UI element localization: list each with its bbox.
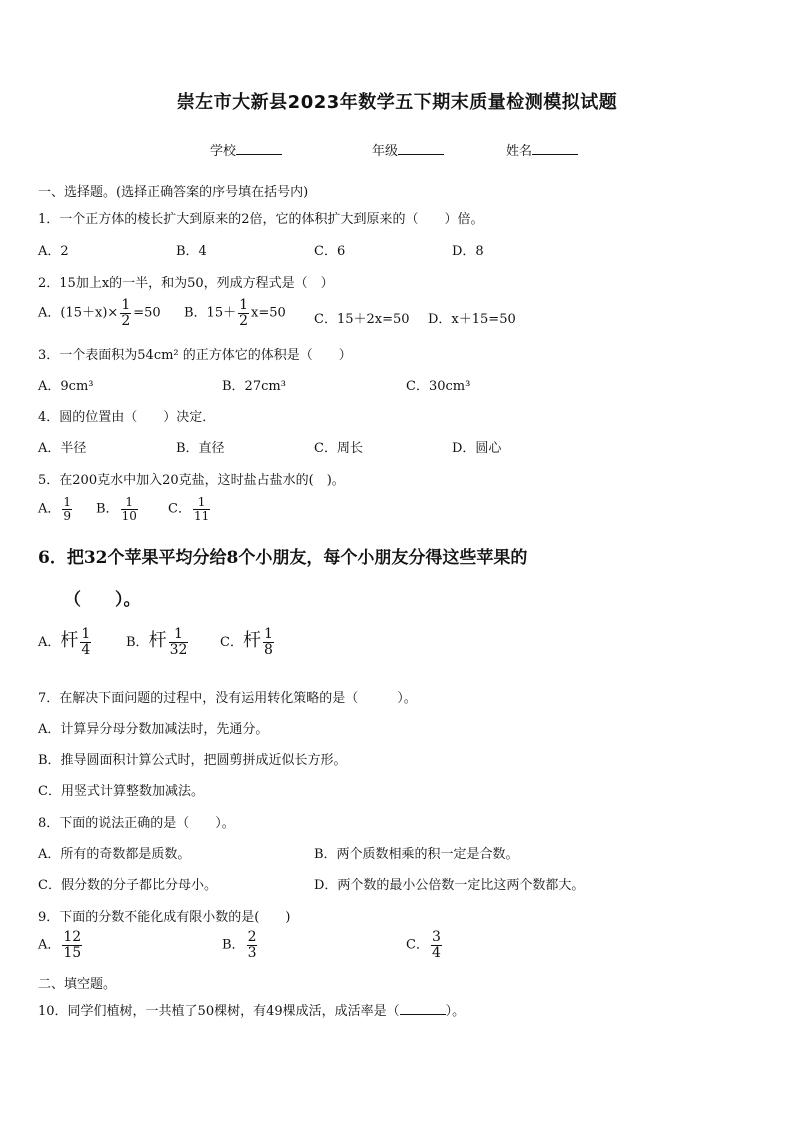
q2-b-fraction: [238, 298, 249, 328]
grade-field: [372, 140, 444, 159]
q5-option-c: [168, 496, 212, 522]
fraction-denominator: 8: [263, 642, 273, 658]
fraction-denominator: 3: [247, 944, 257, 961]
q1-option-a: A．2: [38, 244, 69, 259]
fraction-denominator: 2: [121, 312, 131, 329]
q5-option-a: [38, 496, 74, 522]
q6-b-fraction: [169, 627, 189, 657]
q6-c-prefix: 杆: [242, 630, 261, 651]
fraction-numerator: 2: [247, 929, 257, 945]
question-10: [38, 1000, 465, 1019]
question-4: 4．圆的位置由（ ）决定．: [38, 410, 216, 425]
q6-option-c: [220, 626, 276, 658]
q4-option-b: B．直径: [176, 441, 225, 456]
grade-label: 年级: [372, 144, 399, 159]
fraction-numerator: 1: [121, 297, 131, 313]
fraction-numerator: 1: [193, 496, 210, 510]
q1-option-c: C．6: [314, 244, 346, 259]
fraction-denominator: 9: [63, 508, 72, 523]
q8-option-c: C．假分数的分子都比分母小。: [38, 878, 217, 893]
name-label: 姓名: [506, 144, 533, 159]
q9-option-c: [406, 930, 444, 960]
q9-c-label: C．: [406, 937, 429, 953]
q9-option-a: [38, 930, 84, 960]
school-field: [210, 140, 282, 159]
q6-a-fraction: [80, 627, 91, 657]
q7-option-b: B．推导圆面积计算公式时，把圆剪拼成近似长方形。: [38, 753, 347, 768]
q2-a-prefix: A．(15＋x)×: [38, 305, 119, 321]
q1-option-b: B．4: [176, 244, 207, 259]
school-label: 学校: [210, 144, 237, 159]
name-field: [506, 140, 578, 159]
q2-option-c: C．15＋2x=50: [314, 312, 410, 327]
q5-option-b: [96, 496, 140, 522]
fraction-numerator: 1: [63, 495, 72, 509]
question-1: 1．一个正方体的棱长扩大到原来的2倍，它的体积扩大到原来的（ ）倍。: [38, 212, 484, 227]
fraction-denominator: 2: [239, 312, 249, 329]
q5-c-label: C．: [168, 501, 191, 517]
q2-a-suffix: =50: [133, 305, 161, 321]
q8-option-d: D．两个数的最小公倍数一定比这两个数都大。: [314, 878, 585, 893]
q9-option-b: [222, 930, 259, 960]
q6-c-label: C．: [220, 635, 243, 650]
fraction-denominator: 4: [431, 944, 441, 961]
question-3: 3．一个表面积为54cm² 的正方体它的体积是（ ）: [38, 348, 352, 363]
q6-c-fraction: [263, 627, 274, 657]
fraction-numerator: 1: [263, 626, 273, 643]
question-5: 5．在200克水中加入20克盐，这时盐占盐水的( )。: [38, 473, 345, 488]
q9-c-fraction: [431, 930, 442, 960]
q7-option-c: C．用竖式计算整数加减法。: [38, 784, 204, 799]
q6-b-label: B．: [126, 635, 149, 650]
fraction-numerator: 1: [239, 297, 249, 313]
fraction-denominator: 32: [169, 642, 188, 658]
question-2: 2．15加上x的一半，和为50，列成方程式是（ ）: [38, 276, 334, 291]
q4-option-c: C．周长: [314, 441, 363, 456]
q10-answer-blank: [400, 1002, 446, 1015]
grade-blank: [398, 142, 444, 155]
q7-option-a: A．计算异分母分数加减法时，先通分。: [38, 722, 269, 737]
q6-a-prefix: 杆: [60, 630, 79, 651]
q4-option-d: D．圆心: [452, 441, 502, 456]
q5-a-fraction: [62, 496, 72, 522]
question-7: 7．在解决下面问题的过程中，没有运用转化策略的是（ ）。: [38, 691, 417, 706]
q8-option-a: A．所有的奇数都是质数。: [38, 847, 191, 862]
q2-b-prefix: B．15＋: [184, 305, 237, 321]
q9-b-fraction: [247, 930, 258, 960]
q10-text-end: ）。: [445, 1004, 466, 1019]
q9-a-label: A．: [38, 937, 61, 953]
question-9: 9．下面的分数不能化成有限小数的是( ): [38, 910, 291, 925]
fraction-denominator: 10: [121, 508, 137, 523]
q6-option-a: [38, 626, 93, 658]
q9-a-fraction: [62, 930, 82, 960]
q3-option-b: B．27cm³: [222, 379, 286, 394]
q2-a-fraction: [120, 298, 131, 328]
fraction-numerator: 3: [431, 929, 441, 945]
page-title: 崇左市大新县2023年数学五下期末质量检测模拟试题: [176, 92, 618, 113]
school-blank: [236, 142, 282, 155]
q9-b-label: B．: [222, 937, 245, 953]
question-6-line-2: （ ）。: [64, 590, 141, 610]
fraction-numerator: 1: [121, 496, 138, 510]
fraction-numerator: 12: [63, 929, 82, 945]
q2-b-suffix: x=50: [251, 305, 286, 321]
question-8: 8．下面的说法正确的是（ ）。: [38, 816, 235, 831]
q3-option-a: A．9cm³: [38, 379, 94, 394]
q5-b-label: B．: [96, 501, 119, 517]
fraction-numerator: 1: [81, 626, 91, 643]
name-blank: [532, 142, 578, 155]
q5-b-fraction: [121, 496, 138, 522]
section-heading-fill-blank: 二、填空题。: [38, 977, 117, 992]
q3-option-c: C．30cm³: [406, 379, 471, 394]
q2-option-a: [38, 298, 161, 328]
q8-option-b: B．两个质数相乘的积一定是合数。: [314, 847, 519, 862]
question-6-line-1: 6．把32个苹果平均分给8个小朋友，每个小朋友分得这些苹果的: [38, 548, 528, 568]
q1-option-d: D．8: [452, 244, 484, 259]
section-heading-choice: 一、选择题。(选择正确答案的序号填在括号内): [38, 185, 309, 200]
fraction-denominator: 11: [193, 508, 210, 523]
q5-c-fraction: [193, 496, 210, 522]
q6-a-label: A．: [38, 635, 61, 650]
q2-option-b: [184, 298, 286, 328]
q2-option-d: D．x＋15=50: [428, 312, 516, 327]
fraction-numerator: 1: [169, 627, 189, 643]
q5-a-label: A．: [38, 501, 61, 517]
q4-option-a: A．半径: [38, 441, 87, 456]
fraction-denominator: 4: [81, 642, 91, 658]
q6-option-b: [126, 626, 190, 658]
fraction-denominator: 15: [63, 944, 82, 961]
q6-b-prefix: 杆: [148, 630, 167, 651]
q10-text-start: 10．同学们植树，一共植了50棵树，有49棵成活，成活率是（: [38, 1004, 400, 1019]
